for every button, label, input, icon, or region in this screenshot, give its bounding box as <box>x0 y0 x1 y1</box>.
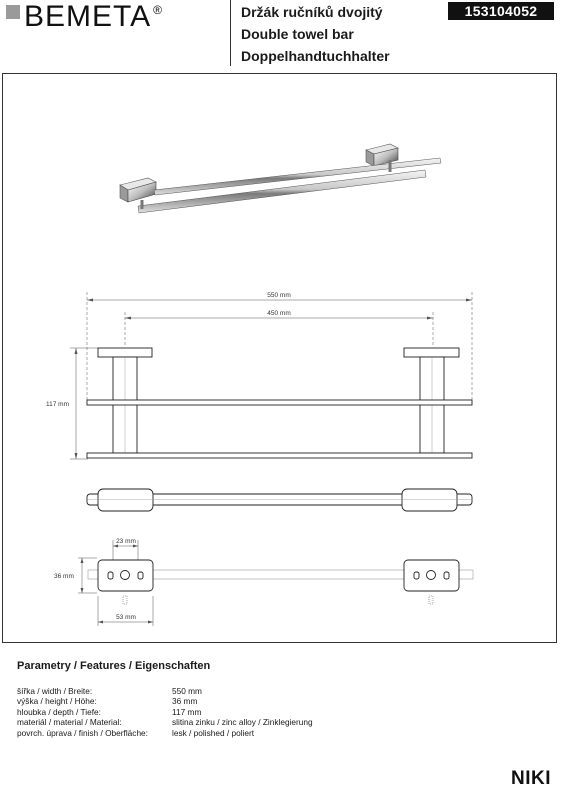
param-row <box>17 696 313 706</box>
param-row <box>17 686 313 696</box>
param-label: výška / height / Höhe: <box>17 696 97 707</box>
parameters-table <box>17 686 313 738</box>
param-value: 550 mm <box>172 686 202 696</box>
label-mount-spacing: 450 mm <box>267 310 291 317</box>
dimension-plate-length <box>98 596 153 626</box>
param-value: slitina zinku / zinc alloy / Zinklegierung <box>172 717 313 728</box>
product-code-badge: 153104052 <box>448 2 554 20</box>
label-plate-length: 53 mm <box>116 614 136 621</box>
param-row <box>17 707 313 717</box>
param-label: hloubka / depth / Tiefe: <box>17 706 101 717</box>
param-value: 36 mm <box>172 696 198 707</box>
label-height: 36 mm <box>54 573 74 580</box>
side-view <box>87 348 472 458</box>
param-value: 117 mm <box>172 706 202 717</box>
product-photo <box>120 144 441 213</box>
parameters-title: Parametry / Features / Eigenschaften <box>17 660 211 672</box>
label-total-width: 550 mm <box>267 292 291 299</box>
product-name: NIKI <box>511 768 551 789</box>
param-label: materiál / material / Material: <box>17 717 122 728</box>
label-plate-width: 23 mm <box>116 538 136 545</box>
brand-name: BEMETA <box>24 0 152 33</box>
dimension-height <box>78 558 97 593</box>
param-row <box>17 728 313 738</box>
dimension-total-width <box>87 292 472 400</box>
param-value: lesk / polished / poliert <box>172 727 255 738</box>
title-en: Double towel bar <box>241 26 354 42</box>
front-view <box>87 489 472 511</box>
wall-plate-view <box>88 560 473 604</box>
registered-mark: ® <box>153 3 162 17</box>
param-row <box>17 717 313 727</box>
label-depth: 117 mm <box>46 401 69 408</box>
param-label: šířka / width / Breite: <box>17 686 93 696</box>
title-de: Doppelhandtuchhalter <box>241 48 390 64</box>
title-cz: Držák ručníků dvojitý <box>241 4 383 20</box>
param-label: povrch. úprava / finish / Oberfläche: <box>17 727 148 738</box>
